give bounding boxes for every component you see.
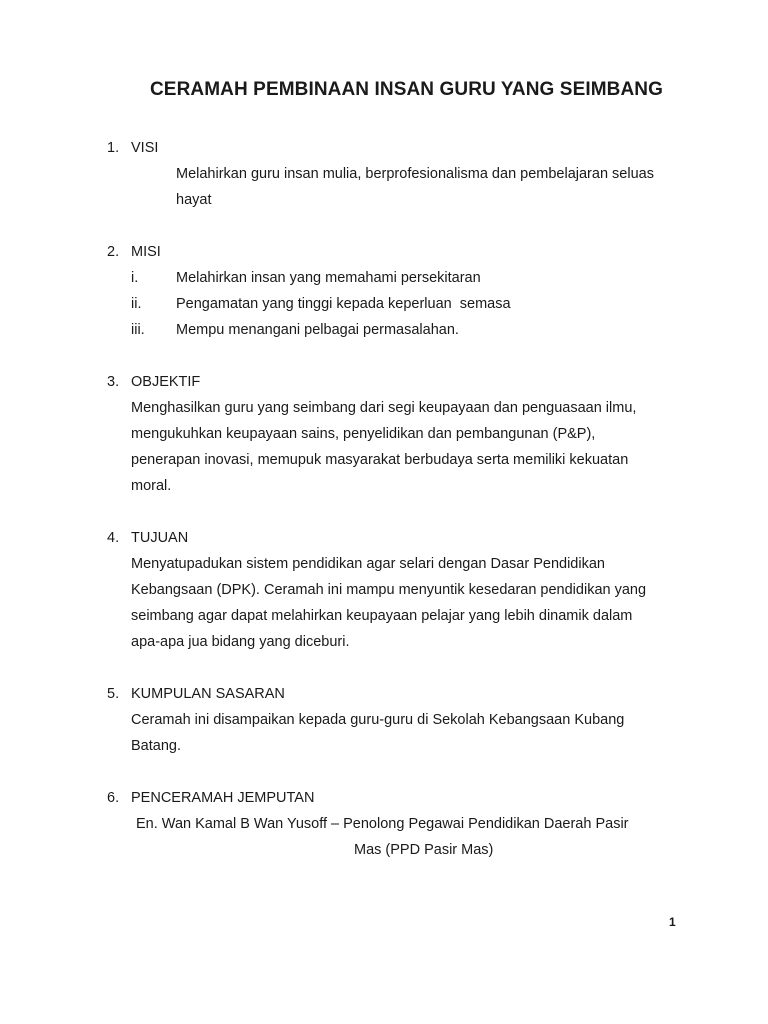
list-item-text: Mempu menangani pelbagai permasalahan. <box>176 322 459 338</box>
sasaran-line: Batang. <box>131 738 181 754</box>
list-item-text: Pengamatan yang tinggi kepada keperluan semasa <box>176 296 511 312</box>
visi-line: hayat <box>176 192 212 208</box>
list-marker: iii. <box>131 322 145 338</box>
visi-line: Melahirkan guru insan mulia, berprofesionalisma dan pembelajaran seluas <box>176 166 654 182</box>
section-number: 5. <box>107 686 120 702</box>
tujuan-line: seimbang agar dapat melahirkan keupayaan pelajar yang lebih dinamik dalam <box>131 608 633 624</box>
list-marker: ii. <box>131 296 142 312</box>
section-heading: KUMPULAN SASARAN <box>131 686 285 702</box>
sasaran-line: Ceramah ini disampaikan kepada guru-guru di Sekolah Kebangsaan Kubang <box>131 712 625 728</box>
objektif-line: penerapan inovasi, memupuk masyarakat berbudaya serta memiliki kekuatan <box>131 452 629 468</box>
speaker-name: En. Wan Kamal B Wan Yusoff – Penolong Pegawai Pendidikan Daerah Pasir <box>136 816 629 832</box>
tujuan-line: apa-apa jua bidang yang diceburi. <box>131 634 350 650</box>
section-heading: TUJUAN <box>131 530 189 546</box>
section-number: 6. <box>107 790 120 806</box>
list-item-text: Melahirkan insan yang memahami persekitaran <box>176 270 481 286</box>
document-title: CERAMAH PEMBINAAN INSAN GURU YANG SEIMBANG <box>149 79 663 100</box>
section-number: 1. <box>107 140 120 156</box>
objektif-line: moral. <box>131 478 172 494</box>
objektif-line: mengukuhkan keupayaan sains, penyelidikan dan pembangunan (P&P), <box>131 426 596 442</box>
tujuan-line: Menyatupadukan sistem pendidikan agar selari dengan Dasar Pendidikan <box>131 556 605 572</box>
list-marker: i. <box>131 270 139 286</box>
speaker-office: Mas (PPD Pasir Mas) <box>354 842 494 858</box>
page-number: 1 <box>669 915 676 929</box>
section-heading: VISI <box>131 140 159 156</box>
section-heading: MISI <box>131 244 161 260</box>
section-heading: PENCERAMAH JEMPUTAN <box>131 790 315 806</box>
section-number: 3. <box>107 374 120 390</box>
section-number: 4. <box>107 530 120 546</box>
section-number: 2. <box>107 244 120 260</box>
section-heading: OBJEKTIF <box>131 374 201 390</box>
objektif-line: Menghasilkan guru yang seimbang dari segi keupayaan dan penguasaan ilmu, <box>131 400 637 416</box>
tujuan-line: Kebangsaan (DPK). Ceramah ini mampu menyuntik kesedaran pendidikan yang <box>131 582 647 598</box>
